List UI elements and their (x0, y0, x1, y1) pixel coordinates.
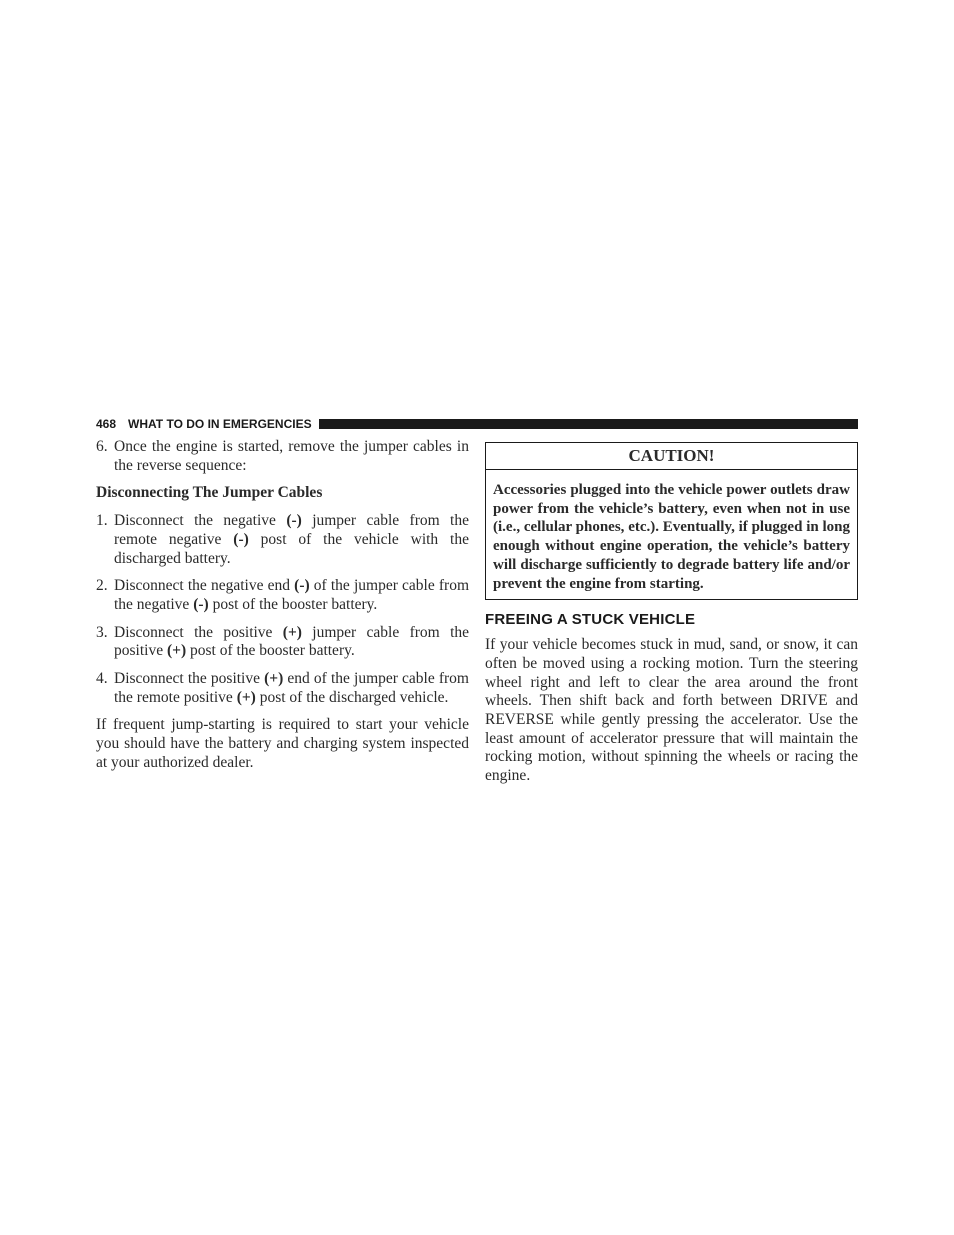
page-header (96, 417, 858, 431)
left-column (96, 438, 469, 773)
caution-title: CAUTION! (486, 443, 857, 470)
item-text: Disconnect the negative (-) jumper cable from the remote negative (-) post of the vehicle with the discharged battery. (114, 512, 469, 567)
list-item (96, 624, 469, 661)
item-number: 2. (96, 577, 108, 595)
subheading: Disconnecting The Jumper Cables (96, 484, 323, 502)
item-text: Once the engine is started, remove the jumper cables in the reverse sequence: (114, 438, 469, 474)
item-text: Disconnect the positive (+) jumper cable from the positive (+) post of the booster battery. (114, 623, 470, 660)
closing-paragraph: If frequent jump-starting is required to start your vehicle you should have the battery and charging system inspected at your authorized dealer. (96, 716, 469, 771)
item-text: Disconnect the negative end (-) of the jumper cable from the negative (-) post of the booster battery. (114, 577, 469, 613)
list-item (96, 438, 469, 475)
item-text: Disconnect the positive (+) end of the jumper cable from the remote positive (+) post of the discharged vehicle. (114, 670, 469, 706)
section-heading: FREEING A STUCK VEHICLE (485, 611, 696, 629)
list-item (96, 577, 469, 614)
item-number: 1. (96, 512, 108, 530)
right-column (485, 442, 858, 786)
header-rule (319, 419, 858, 429)
caution-text: Accessories plugged into the vehicle power outlets draw power from the vehicle’s battery, even when not in use (i.e., cellular phones, etc.). Eventually, if plugged in long enough without engine operation, the vehicle’s battery will discharge sufficiently to degrade battery life and/or prevent the engine from starting. (493, 482, 850, 592)
item-number: 3. (96, 623, 108, 641)
page-number: 468 (96, 417, 117, 431)
item-number: 6. (96, 438, 108, 455)
item-number: 4. (96, 670, 108, 688)
caution-box (485, 442, 858, 600)
section-title: WHAT TO DO IN EMERGENCIES (128, 417, 312, 431)
list-item (96, 670, 469, 707)
list-item (96, 512, 469, 568)
freeing-paragraph: If your vehicle becomes stuck in mud, sand, or snow, it can often be moved using a rocking motion. Turn the steering wheel right and left to clear the area around the front wheels. Then shift back and forth between DRIVE and REVERSE while gently pressing the accelerator. Use the least amount of accelerator pressure that will maintain the rocking motion, without spinning the wheels or racing the engine. (485, 636, 858, 785)
